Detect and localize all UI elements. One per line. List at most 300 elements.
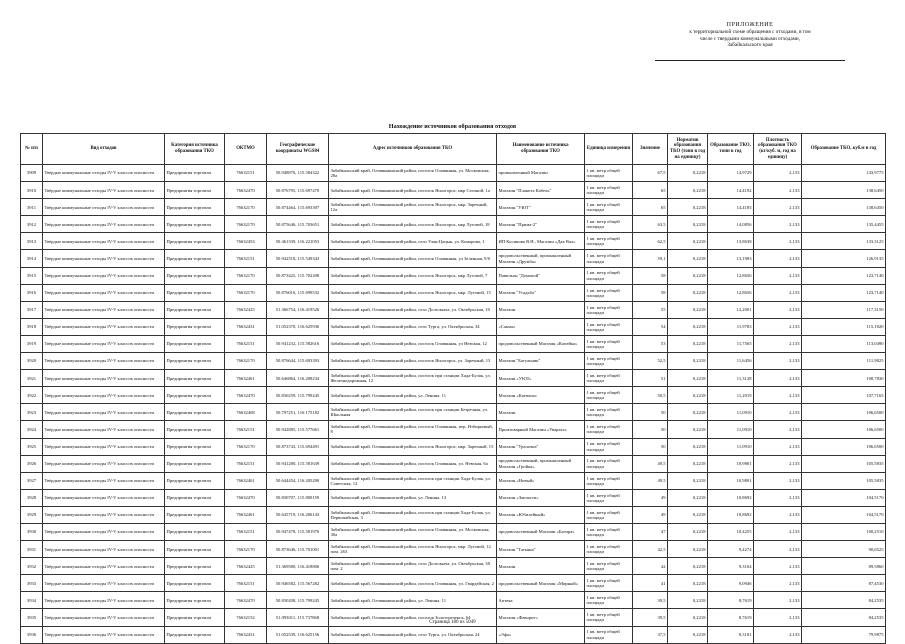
cubic-per-year-cell: 138,6450 bbox=[802, 199, 886, 216]
table-row bbox=[21, 506, 886, 523]
norm-cell: 0,2218 bbox=[668, 489, 708, 506]
norm-cell: 0,2218 bbox=[668, 575, 708, 592]
unit-cell: 1 кв. метр общей площади bbox=[585, 523, 633, 540]
oktmo-code-cell: 76632425 bbox=[225, 558, 267, 575]
header-cell: Наименование источника образования ТКО bbox=[497, 134, 585, 165]
coordinates-cell: 50.876644, 115.693393 bbox=[267, 353, 329, 370]
cubic-per-year-cell: 123,7140 bbox=[802, 267, 886, 284]
density-cell: 2,133 bbox=[754, 609, 802, 626]
unit-cell: 1 кв. метр общей площади bbox=[585, 216, 633, 233]
coordinates-cell: 50.830707, 115.800159 bbox=[267, 489, 329, 506]
cubic-per-year-cell: 105,5835 bbox=[802, 472, 886, 489]
value-cell: 39,5 bbox=[633, 592, 668, 609]
table-row bbox=[21, 592, 886, 609]
oktmo-code-cell: 76632408 bbox=[225, 404, 267, 421]
tonnes-per-year-cell: 12,8656 bbox=[708, 284, 754, 301]
table-row bbox=[21, 404, 886, 421]
density-cell: 2,133 bbox=[754, 182, 802, 199]
density-cell: 2,133 bbox=[754, 199, 802, 216]
density-cell: 2,133 bbox=[754, 626, 802, 643]
row-number-cell: 3933 bbox=[21, 575, 43, 592]
table-row bbox=[21, 284, 886, 301]
coordinates-cell: 50.644454, 116.205290 bbox=[267, 472, 329, 489]
table-row bbox=[21, 472, 886, 489]
signature-line bbox=[655, 50, 845, 61]
source-name-cell: продовольственный, промышленный Магазин «Гройка» bbox=[497, 455, 585, 472]
value-cell: 50,5 bbox=[633, 387, 668, 404]
oktmo-code-cell: 76632151 bbox=[225, 455, 267, 472]
waste-type-cell: Твёрдые коммунальные отходы IV-V классов опасности bbox=[43, 301, 165, 318]
header-cell: Значение bbox=[633, 134, 668, 165]
cubic-per-year-cell: 87,4530 bbox=[802, 575, 886, 592]
norm-cell: 0,2218 bbox=[668, 472, 708, 489]
header-cell: Географические координаты WGS84 bbox=[267, 134, 329, 165]
waste-type-cell: Твёрдые коммунальные отходы IV-V классов опасности bbox=[43, 318, 165, 335]
table-row bbox=[21, 318, 886, 335]
value-cell: 62,5 bbox=[633, 233, 668, 250]
value-cell: 50 bbox=[633, 438, 668, 455]
tonnes-per-year-cell: 11,6456 bbox=[708, 353, 754, 370]
coordinates-cell: 50.875646, 115.703651 bbox=[267, 216, 329, 233]
oktmo-code-cell: 76632170 bbox=[225, 284, 267, 301]
source-category-cell: Предприятия торговли bbox=[165, 335, 225, 352]
waste-type-cell: Твёрдые коммунальные отходы IV-V классов опасности bbox=[43, 250, 165, 267]
value-cell: 49 bbox=[633, 489, 668, 506]
address-cell: Забайкальский край, Оловяннинский район, поселок Оловянная, ул. Гвардейская, 2 bbox=[329, 575, 497, 592]
tonnes-per-year-cell: 12,8656 bbox=[708, 267, 754, 284]
cubic-per-year-cell: 79,9875 bbox=[802, 626, 886, 643]
norm-cell: 0,2218 bbox=[668, 182, 708, 199]
source-name-cell: ИП Косинова В.Н., Магазин «Дак Вал» bbox=[497, 233, 585, 250]
source-name-cell: Магазин bbox=[497, 301, 585, 318]
row-number-cell: 3909 bbox=[21, 165, 43, 182]
source-category-cell: Предприятия торговли bbox=[165, 609, 225, 626]
table-row bbox=[21, 370, 886, 387]
oktmo-code-cell: 76632151 bbox=[225, 523, 267, 540]
address-cell: Забайкальский край, Оловяннинский район, поселок Оловянная, ул. Московская, 28а bbox=[329, 165, 497, 182]
cubic-per-year-cell: 117,3150 bbox=[802, 301, 886, 318]
waste-type-cell: Твёрдые коммунальные отходы IV-V классов опасности bbox=[43, 165, 165, 182]
address-cell: Забайкальский край, Оловяннинский район, поселок Ясногорск, мкр Луговой, 7 bbox=[329, 267, 497, 284]
oktmo-code-cell: 76632470 bbox=[225, 592, 267, 609]
coordinates-cell: 50.830208, 115.799245 bbox=[267, 592, 329, 609]
source-name-cell: Магазин «Катюша» bbox=[497, 387, 585, 404]
row-number-cell: 3932 bbox=[21, 558, 43, 575]
norm-cell: 0,2218 bbox=[668, 199, 708, 216]
coordinates-cell: 51.052539, 116.625156 bbox=[267, 626, 329, 643]
page-footer: Страница 180 из 5049 bbox=[429, 620, 476, 625]
density-cell: 2,133 bbox=[754, 250, 802, 267]
unit-cell: 1 кв. метр общей площади bbox=[585, 182, 633, 199]
table-row bbox=[21, 216, 886, 233]
waste-type-cell: Твёрдые коммунальные отходы IV-V классов опасности bbox=[43, 472, 165, 489]
row-number-cell: 3923 bbox=[21, 404, 43, 421]
header-cell: Вид отходов bbox=[43, 134, 165, 165]
density-cell: 2,133 bbox=[754, 301, 802, 318]
source-name-cell: Магазин "Багульник" bbox=[497, 353, 585, 370]
tonnes-per-year-cell: 9,4274 bbox=[708, 541, 754, 558]
density-cell: 2,133 bbox=[754, 523, 802, 540]
source-category-cell: Предприятия торговли bbox=[165, 592, 225, 609]
unit-cell: 1 кв. метр общей площади bbox=[585, 335, 633, 352]
norm-cell: 0,2218 bbox=[668, 250, 708, 267]
tonnes-per-year-cell: 8,3181 bbox=[708, 626, 754, 643]
tonnes-per-year-cell: 10,4255 bbox=[708, 523, 754, 540]
coordinates-cell: 51.366754, 116.419526 bbox=[267, 301, 329, 318]
value-cell: 65 bbox=[633, 199, 668, 216]
unit-cell: 1 кв. метр общей площади bbox=[585, 250, 633, 267]
tonnes-per-year-cell: 10,8692 bbox=[708, 489, 754, 506]
tonnes-per-year-cell: 11,2019 bbox=[708, 387, 754, 404]
row-number-cell: 3919 bbox=[21, 335, 43, 352]
row-number-cell: 3914 bbox=[21, 250, 43, 267]
waste-type-cell: Твёрдые коммунальные отходы IV-V классов опасности bbox=[43, 592, 165, 609]
source-name-cell: Павильон "Домовой" bbox=[497, 267, 585, 284]
source-name-cell: Магазин bbox=[497, 404, 585, 421]
waste-type-cell: Твёрдые коммунальные отходы IV-V классов опасности bbox=[43, 438, 165, 455]
cubic-per-year-cell: 106,6500 bbox=[802, 404, 886, 421]
source-name-cell: Магазин "Татьяна" bbox=[497, 541, 585, 558]
oktmo-code-cell: 76632461 bbox=[225, 472, 267, 489]
density-cell: 2,133 bbox=[754, 335, 802, 352]
cubic-per-year-cell: 138,6450 bbox=[802, 182, 886, 199]
value-cell: 58 bbox=[633, 284, 668, 301]
waste-type-cell: Твёрдые коммунальные отходы IV-V классов опасности bbox=[43, 216, 165, 233]
unit-cell: 1 кв. метр общей площади bbox=[585, 455, 633, 472]
unit-cell: 1 кв. метр общей площади bbox=[585, 165, 633, 182]
unit-cell: 1 кв. метр общей площади bbox=[585, 318, 633, 335]
density-cell: 2,133 bbox=[754, 541, 802, 558]
source-category-cell: Предприятия торговли bbox=[165, 182, 225, 199]
norm-cell: 0,2218 bbox=[668, 267, 708, 284]
value-cell: 51 bbox=[633, 370, 668, 387]
waste-type-cell: Твёрдые коммунальные отходы IV-V классов опасности bbox=[43, 523, 165, 540]
unit-cell: 1 кв. метр общей площади bbox=[585, 199, 633, 216]
waste-type-cell: Твёрдые коммунальные отходы IV-V классов опасности bbox=[43, 284, 165, 301]
value-cell: 50 bbox=[633, 421, 668, 438]
unit-cell: 1 кв. метр общей площади bbox=[585, 575, 633, 592]
density-cell: 2,133 bbox=[754, 318, 802, 335]
norm-cell: 0,2218 bbox=[668, 216, 708, 233]
row-number-cell: 3918 bbox=[21, 318, 43, 335]
waste-sources-table bbox=[20, 133, 886, 644]
cubic-per-year-cell: 90,6525 bbox=[802, 541, 886, 558]
tonnes-per-year-cell: 11,3128 bbox=[708, 370, 754, 387]
source-category-cell: Предприятия торговли bbox=[165, 541, 225, 558]
density-cell: 2,133 bbox=[754, 404, 802, 421]
coordinates-cell: 50.873425, 115.702208 bbox=[267, 267, 329, 284]
address-cell: Забайкальский край, Оловяннинский район, поселок Золотореченск, 64 bbox=[329, 609, 497, 626]
source-name-cell: продовольственный, промышленный Магазин «Дружба» bbox=[497, 250, 585, 267]
unit-cell: 1 кв. метр общей площади bbox=[585, 353, 633, 370]
table-row bbox=[21, 558, 886, 575]
waste-type-cell: Твёрдые коммунальные отходы IV-V классов опасности bbox=[43, 609, 165, 626]
oktmo-code-cell: 76632151 bbox=[225, 421, 267, 438]
density-cell: 2,133 bbox=[754, 506, 802, 523]
source-name-cell: Магазин "Прима-2" bbox=[497, 216, 585, 233]
unit-cell: 1 кв. метр общей площади bbox=[585, 301, 633, 318]
source-name-cell: Магазин "УЮТ" bbox=[497, 199, 585, 216]
norm-cell: 0,2218 bbox=[668, 233, 708, 250]
cubic-per-year-cell: 89,5860 bbox=[802, 558, 886, 575]
tonnes-per-year-cell: 10,9801 bbox=[708, 455, 754, 472]
cubic-per-year-cell: 108,7830 bbox=[802, 370, 886, 387]
unit-cell: 1 кв. метр общей площади bbox=[585, 592, 633, 609]
appendix-line: к территориальной схеме обращения с отходами, в том bbox=[689, 28, 811, 35]
table-row bbox=[21, 387, 886, 404]
oktmo-code-cell: 76632470 bbox=[225, 182, 267, 199]
coordinates-cell: 50.947478, 115.581976 bbox=[267, 523, 329, 540]
source-category-cell: Предприятия торговли bbox=[165, 199, 225, 216]
cubic-per-year-cell: 113,0490 bbox=[802, 335, 886, 352]
tonnes-per-year-cell: 9,3164 bbox=[708, 558, 754, 575]
oktmo-code-cell: 76632170 bbox=[225, 438, 267, 455]
tonnes-per-year-cell: 11,0910 bbox=[708, 438, 754, 455]
row-number-cell: 3917 bbox=[21, 301, 43, 318]
waste-type-cell: Твёрдые коммунальные отходы IV-V классов опасности bbox=[43, 387, 165, 404]
unit-cell: 1 кв. метр общей площади bbox=[585, 541, 633, 558]
source-name-cell: Магазин «Юбилейный» bbox=[497, 506, 585, 523]
unit-cell: 1 кв. метр общей площади bbox=[585, 370, 633, 387]
oktmo-code-cell: 76632431 bbox=[225, 318, 267, 335]
source-category-cell: Предприятия торговли bbox=[165, 165, 225, 182]
source-name-cell: Магазин bbox=[497, 558, 585, 575]
source-category-cell: Предприятия торговли bbox=[165, 626, 225, 643]
norm-cell: 0,2218 bbox=[668, 165, 708, 182]
waste-type-cell: Твёрдые коммунальные отходы IV-V классов опасности bbox=[43, 267, 165, 284]
coordinates-cell: 50.941280, 115.581639 bbox=[267, 455, 329, 472]
waste-type-cell: Твёрдые коммунальные отходы IV-V классов опасности bbox=[43, 575, 165, 592]
appendix-heading: ПРИЛОЖЕНИЕ bbox=[726, 22, 774, 28]
coordinates-cell: 50.830259, 115.799245 bbox=[267, 387, 329, 404]
unit-cell: 1 кв. метр общей площади bbox=[585, 506, 633, 523]
cubic-per-year-cell: 143,9775 bbox=[802, 165, 886, 182]
unit-cell: 1 кв. метр общей площади bbox=[585, 489, 633, 506]
density-cell: 2,133 bbox=[754, 370, 802, 387]
oktmo-code-cell: 76632151 bbox=[225, 165, 267, 182]
address-cell: Забайкальский край, Оловяннинский район, поселок при станции Хада-Булак, ул. Первомайская, 3 bbox=[329, 506, 497, 523]
norm-cell: 0,2218 bbox=[668, 370, 708, 387]
tonnes-per-year-cell: 14,4185 bbox=[708, 199, 754, 216]
source-name-cell: Аптека bbox=[497, 592, 585, 609]
address-cell: Забайкальский край, Оловяннинский район, село Улан-Цацык, ул. Комарова, 1 bbox=[329, 233, 497, 250]
address-cell: Забайкальский край, Оловяннинский район, поселок Оловянная, ул Невская, 12 bbox=[329, 335, 497, 352]
density-cell: 2,133 bbox=[754, 592, 802, 609]
header-cell: Категория источника образования ТКО bbox=[165, 134, 225, 165]
address-cell: Забайкальский край, Оловяннинский район, ул. Ленина, 13 bbox=[329, 489, 497, 506]
waste-type-cell: Твёрдые коммунальные отходы IV-V классов опасности bbox=[43, 558, 165, 575]
table-row bbox=[21, 165, 886, 182]
unit-cell: 1 кв. метр общей площади bbox=[585, 387, 633, 404]
source-name-cell: Магазин «Новый» bbox=[497, 472, 585, 489]
value-cell: 39,5 bbox=[633, 609, 668, 626]
coordinates-cell: 50.942885, 115.577661 bbox=[267, 421, 329, 438]
oktmo-code-cell: 76632170 bbox=[225, 541, 267, 558]
header-cell: Норматив образования ТКО (тонн в год на единицу) bbox=[668, 134, 708, 165]
unit-cell: 1 кв. метр общей площади bbox=[585, 626, 633, 643]
norm-cell: 0,2218 bbox=[668, 318, 708, 335]
cubic-per-year-cell: 123,7140 bbox=[802, 284, 886, 301]
address-cell: Забайкальский край, Оловяннинский район, село Долгокыча, ул. Октябрьская, 38 пом. 2 bbox=[329, 558, 497, 575]
address-cell: Забайкальский край, Оловяннинский район, село Долгокыча, ул. Октябрьская, 10 bbox=[329, 301, 497, 318]
row-number-cell: 3929 bbox=[21, 506, 43, 523]
value-cell: 49,5 bbox=[633, 455, 668, 472]
cubic-per-year-cell: 104,5170 bbox=[802, 489, 886, 506]
waste-type-cell: Твёрдые коммунальные отходы IV-V классов опасности bbox=[43, 353, 165, 370]
cubic-per-year-cell: 84,2535 bbox=[802, 609, 886, 626]
source-name-cell: Магазин "Усадьба" bbox=[497, 284, 585, 301]
waste-type-cell: Твёрдые коммунальные отходы IV-V классов опасности bbox=[43, 455, 165, 472]
address-cell: Забайкальский край, Оловяннинский район, ул. Ленина, 11 bbox=[329, 592, 497, 609]
norm-cell: 0,2218 bbox=[668, 592, 708, 609]
waste-type-cell: Твёрдые коммунальные отходы IV-V классов опасности bbox=[43, 404, 165, 421]
value-cell: 55 bbox=[633, 301, 668, 318]
row-number-cell: 3931 bbox=[21, 541, 43, 558]
unit-cell: 1 кв. метр общей площади bbox=[585, 421, 633, 438]
oktmo-code-cell: 76632170 bbox=[225, 353, 267, 370]
oktmo-code-cell: 76632425 bbox=[225, 301, 267, 318]
appendix-block bbox=[655, 22, 845, 61]
row-number-cell: 3934 bbox=[21, 592, 43, 609]
table-row bbox=[21, 182, 886, 199]
oktmo-code-cell: 76632453 bbox=[225, 233, 267, 250]
norm-cell: 0,2218 bbox=[668, 455, 708, 472]
source-category-cell: Предприятия торговли bbox=[165, 558, 225, 575]
tonnes-per-year-cell: 8,7619 bbox=[708, 609, 754, 626]
source-category-cell: Предприятия торговли bbox=[165, 575, 225, 592]
table-row bbox=[21, 455, 886, 472]
value-cell: 63,5 bbox=[633, 216, 668, 233]
source-category-cell: Предприятия торговли bbox=[165, 438, 225, 455]
unit-cell: 1 кв. метр общей площади bbox=[585, 472, 633, 489]
density-cell: 2,133 bbox=[754, 438, 802, 455]
source-category-cell: Предприятия торговли bbox=[165, 472, 225, 489]
tonnes-per-year-cell: 13,8638 bbox=[708, 233, 754, 250]
oktmo-code-cell: 76632151 bbox=[225, 335, 267, 352]
oktmo-code-cell: 76632170 bbox=[225, 267, 267, 284]
density-cell: 2,133 bbox=[754, 353, 802, 370]
header-cell: Образование ТКО, тонн в год bbox=[708, 134, 754, 165]
density-cell: 2,133 bbox=[754, 233, 802, 250]
density-cell: 2,133 bbox=[754, 472, 802, 489]
tonnes-per-year-cell: 11,7565 bbox=[708, 335, 754, 352]
address-cell: Забайкальский край, Оловяннинский район, поселок Ясногорск, мкр. Луговой, 12 пом. 263 bbox=[329, 541, 497, 558]
coordinates-cell: 50.946582, 115.567282 bbox=[267, 575, 329, 592]
value-cell: 65 bbox=[633, 182, 668, 199]
density-cell: 2,133 bbox=[754, 558, 802, 575]
norm-cell: 0,2218 bbox=[668, 387, 708, 404]
address-cell: Забайкальский край, Оловяннинский район, село Турга, ул. Октябрьская, 24 bbox=[329, 626, 497, 643]
source-category-cell: Предприятия торговли bbox=[165, 353, 225, 370]
tonnes-per-year-cell: 11,0910 bbox=[708, 421, 754, 438]
cubic-per-year-cell: 106,6500 bbox=[802, 421, 886, 438]
row-number-cell: 3920 bbox=[21, 353, 43, 370]
waste-type-cell: Твёрдые коммунальные отходы IV-V классов опасности bbox=[43, 541, 165, 558]
row-number-cell: 3935 bbox=[21, 609, 43, 626]
value-cell: 54 bbox=[633, 318, 668, 335]
value-cell: 53 bbox=[633, 335, 668, 352]
row-number-cell: 3926 bbox=[21, 455, 43, 472]
table-row bbox=[21, 301, 886, 318]
oktmo-code-cell: 76632461 bbox=[225, 370, 267, 387]
norm-cell: 0,2218 bbox=[668, 404, 708, 421]
tonnes-per-year-cell: 14,4192 bbox=[708, 182, 754, 199]
value-cell: 42 bbox=[633, 558, 668, 575]
waste-type-cell: Твёрдые коммунальные отходы IV-V классов опасности bbox=[43, 233, 165, 250]
source-name-cell: Магазин «Фаворит» bbox=[497, 609, 585, 626]
coordinates-cell: 50.645719, 116.206143 bbox=[267, 506, 329, 523]
waste-type-cell: Твёрдые коммунальные отходы IV-V классов опасности bbox=[43, 335, 165, 352]
row-number-cell: 3925 bbox=[21, 438, 43, 455]
source-category-cell: Предприятия торговли bbox=[165, 318, 225, 335]
value-cell: 42,5 bbox=[633, 541, 668, 558]
value-cell: 59,1 bbox=[633, 250, 668, 267]
address-cell: Забайкальский край, Оловяннинский район, поселок Оловянная, ул Зеленная, 9/б bbox=[329, 250, 497, 267]
address-cell: Забайкальский край, Оловяннинский район, село Турга, ул. Октябрьская, 34 bbox=[329, 318, 497, 335]
header-cell: Единица измерения bbox=[585, 134, 633, 165]
header-cell: Образование ТКО, куб.м в год bbox=[802, 134, 886, 165]
appendix-line: числе с твердыми коммунальными отходами, bbox=[699, 35, 800, 42]
row-number-cell: 3922 bbox=[21, 387, 43, 404]
table-row bbox=[21, 335, 886, 352]
waste-type-cell: Твёрдые коммунальные отходы IV-V классов опасности bbox=[43, 370, 165, 387]
value-cell: 67,5 bbox=[633, 165, 668, 182]
row-number-cell: 3930 bbox=[21, 523, 43, 540]
source-name-cell: продовольственный Магазин «Багира» bbox=[497, 523, 585, 540]
address-cell: Забайкальский край, Оловяннинский район, поселок Оловянная, ул. Московская, 30а bbox=[329, 523, 497, 540]
coordinates-cell: 51.369580, 116.418806 bbox=[267, 558, 329, 575]
table-body bbox=[21, 165, 886, 644]
waste-type-cell: Твёрдые коммунальные отходы IV-V классов опасности bbox=[43, 421, 165, 438]
density-cell: 2,133 bbox=[754, 216, 802, 233]
coordinates-cell: 50.942518, 115.549343 bbox=[267, 250, 329, 267]
table-row bbox=[21, 541, 886, 558]
value-cell: 41 bbox=[633, 575, 668, 592]
cubic-per-year-cell: 100,2510 bbox=[802, 523, 886, 540]
header-cell: Плотность образования ТКО (кг/куб. м, год на единицу) bbox=[754, 134, 802, 165]
norm-cell: 0,2218 bbox=[668, 284, 708, 301]
norm-cell: 0,2218 bbox=[668, 421, 708, 438]
row-number-cell: 3928 bbox=[21, 489, 43, 506]
norm-cell: 0,2218 bbox=[668, 558, 708, 575]
tonnes-per-year-cell: 13,1983 bbox=[708, 250, 754, 267]
tonnes-per-year-cell: 8,7619 bbox=[708, 592, 754, 609]
unit-cell: 1 кв. метр общей площади bbox=[585, 404, 633, 421]
tonnes-per-year-cell: 10,9801 bbox=[708, 472, 754, 489]
row-number-cell: 3916 bbox=[21, 284, 43, 301]
unit-cell: 1 кв. метр общей площади bbox=[585, 267, 633, 284]
table-row bbox=[21, 523, 886, 540]
oktmo-code-cell: 76632461 bbox=[225, 506, 267, 523]
density-cell: 2,133 bbox=[754, 284, 802, 301]
source-category-cell: Предприятия торговли bbox=[165, 370, 225, 387]
norm-cell: 0,2218 bbox=[668, 353, 708, 370]
coordinates-cell: 50.646864, 116.208234 bbox=[267, 370, 329, 387]
address-cell: Забайкальский край, Оловяннинский район, поселок Ясногорск, мкр Степной, 1а bbox=[329, 182, 497, 199]
row-number-cell: 3921 bbox=[21, 370, 43, 387]
oktmo-code-cell: 76632470 bbox=[225, 387, 267, 404]
tonnes-per-year-cell: 14,0856 bbox=[708, 216, 754, 233]
row-number-cell: 3927 bbox=[21, 472, 43, 489]
source-name-cell: Магазин «Запчасти» bbox=[497, 489, 585, 506]
density-cell: 2,133 bbox=[754, 421, 802, 438]
source-category-cell: Предприятия торговли bbox=[165, 421, 225, 438]
source-category-cell: Предприятия торговли bbox=[165, 489, 225, 506]
table-row bbox=[21, 421, 886, 438]
oktmo-code-cell: 76632152 bbox=[225, 609, 267, 626]
tonnes-per-year-cell: 12,2001 bbox=[708, 301, 754, 318]
source-name-cell: Магазин "Уралочка" bbox=[497, 438, 585, 455]
